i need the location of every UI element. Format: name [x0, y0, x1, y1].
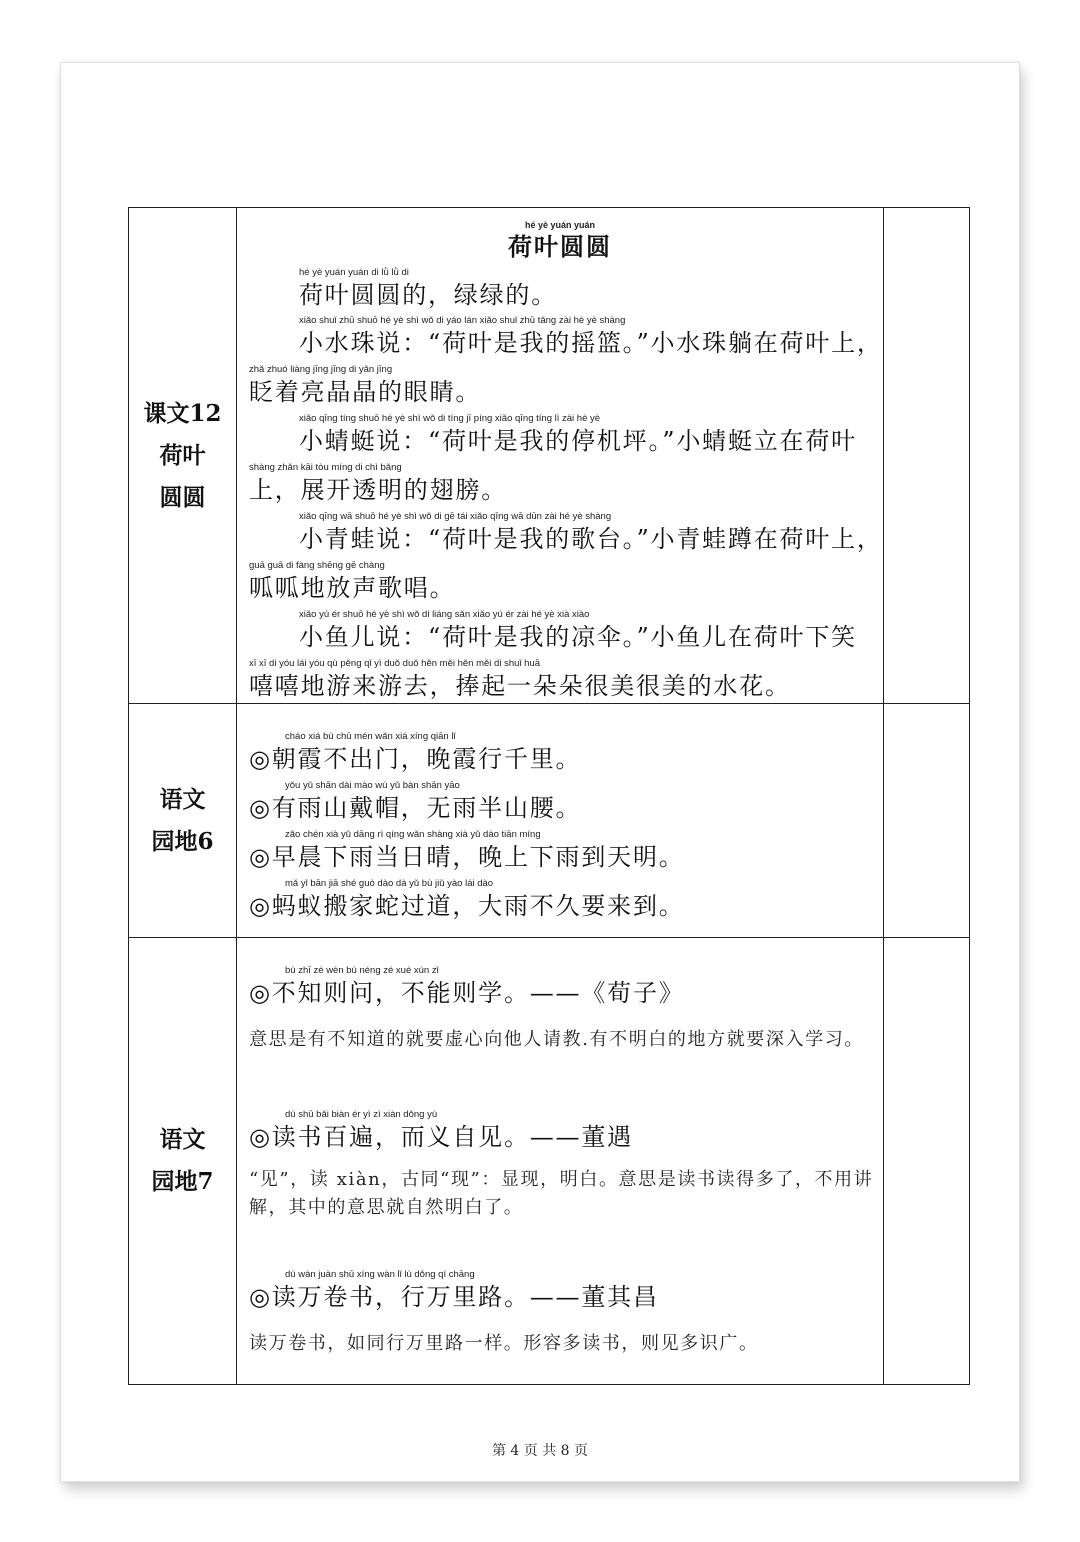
proverb-line	[249, 730, 875, 774]
table-row	[129, 208, 969, 704]
text-line	[249, 657, 875, 701]
row-label-cell	[129, 938, 237, 1384]
row-label: 语文 园地6	[151, 785, 214, 855]
line-pinyin: yǒu yǔ shān dài mào wú yǔ bàn shān yāo	[285, 780, 460, 791]
line-text: ◎读万卷书，行万里路。——董其昌	[249, 1283, 659, 1311]
line-text: 嘻嘻地游来游去，捧起一朵朵很美很美的水花。	[249, 672, 791, 700]
row-label: 课文12 荷叶 圆圆	[143, 399, 222, 511]
line-pinyin: shàng zhǎn kāi tòu míng di chì bǎng	[249, 462, 402, 473]
content-cell	[237, 208, 883, 703]
line-pinyin: cháo xiá bù chū mén wǎn xiá xíng qiān lǐ	[285, 731, 456, 742]
line-pinyin: xī xī di yóu lái yóu qù pěng qǐ yì duǒ duǒ hěn měi hěn měi di shuǐ huā	[249, 658, 540, 669]
table-row	[129, 938, 969, 1384]
row-label-cell	[129, 208, 237, 703]
line-pinyin: guā guā di fàng shēng gē chàng	[249, 560, 385, 571]
blank-cell	[883, 704, 969, 937]
text-line	[249, 559, 875, 603]
quote-line	[249, 1268, 875, 1312]
line-text: 小鱼儿说：“荷叶是我的凉伞。”小鱼儿在荷叶下笑	[299, 623, 857, 651]
line-text: 小青蛙说：“荷叶是我的歌台。”小青蛙蹲在荷叶上，	[299, 525, 883, 553]
line-text: 呱呱地放声歌唱。	[249, 574, 456, 602]
blank-cell	[883, 938, 969, 1384]
line-pinyin: dú wàn juàn shū xíng wàn lǐ lù dǒng qí chāng	[285, 1269, 475, 1280]
proverb-line	[249, 877, 875, 921]
line-text: 小水珠说：“荷叶是我的摇篮。”小水珠躺在荷叶上，	[299, 329, 883, 357]
quote-note: “见”，读 xiàn，古同“现”：显现，明白。意思是读书读得多了，不用讲解，其中的意思就自然明白了。	[249, 1169, 874, 1218]
text-line	[249, 314, 883, 358]
quote-line	[249, 1108, 875, 1152]
page-footer: 第 4 页 共 8 页	[491, 1443, 589, 1459]
line-text: ◎不知则问，不能则学。——《荀子》	[249, 979, 685, 1007]
row-label-cell	[129, 704, 237, 937]
title-pinyin: hé yè yuán yuán	[524, 220, 596, 230]
content-cell	[237, 938, 883, 1384]
line-text: 上，展开透明的翅膀。	[249, 476, 507, 504]
text-line	[249, 510, 883, 554]
line-pinyin: bù zhī zé wèn bù néng zé xué xún zǐ	[285, 965, 439, 976]
line-text: ◎朝霞不出门，晚霞行千里。	[249, 745, 582, 773]
line-text: ◎蚂蚁搬家蛇过道，大雨不久要来到。	[249, 892, 685, 920]
line-pinyin: dú shū bǎi biàn ér yì zì xiàn dǒng yù	[285, 1109, 438, 1120]
title-text: 荷叶圆圆	[508, 232, 612, 261]
text-line	[249, 608, 875, 652]
line-pinyin: xiǎo shuǐ zhū shuō hé yè shì wǒ di yáo lán xiǎo shuǐ zhū tǎng zài hé yè shàng	[299, 315, 626, 326]
line-text: 小蜻蜓说：“荷叶是我的停机坪。”小蜻蜓立在荷叶	[299, 427, 857, 455]
line-pinyin: zǎo chén xià yǔ dāng rì qíng wǎn shàng xià yǔ dào tiān míng	[285, 829, 541, 840]
lesson-table	[128, 207, 970, 1385]
quote-note: 读万卷书，如同行万里路一样。形容多读书，则见多识广。	[249, 1333, 759, 1354]
line-text: 眨着亮晶晶的眼睛。	[249, 378, 482, 406]
line-text: ◎早晨下雨当日晴，晚上下雨到天明。	[249, 843, 685, 871]
table-row	[129, 704, 969, 938]
quote-line	[249, 964, 875, 1008]
line-text: ◎读书百遍，而义自见。——董遇	[249, 1123, 633, 1151]
row-label: 语文 园地7	[151, 1126, 214, 1195]
proverb-line	[249, 779, 875, 823]
line-pinyin: xiǎo qīng wā shuō hé yè shì wǒ di gē tái xiǎo qīng wā dūn zài hé yè shàng	[299, 511, 612, 522]
line-pinyin: mǎ yǐ bān jiā shé guò dào dà yǔ bù jiǔ yào lái dào	[285, 878, 494, 889]
content-cell	[237, 704, 883, 937]
quote-note: 意思是有不知道的就要虚心向他人请教.有不明白的地方就要深入学习。	[249, 1029, 864, 1050]
line-text: 荷叶圆圆的，绿绿的。	[299, 281, 557, 309]
text-line	[249, 412, 875, 456]
blank-cell	[883, 208, 969, 703]
line-pinyin: zhǎ zhuó liàng jīng jīng di yǎn jīng	[249, 364, 393, 375]
text-line	[249, 266, 875, 310]
text-line	[249, 461, 875, 505]
poem-title	[237, 218, 883, 262]
proverb-line	[249, 828, 875, 872]
line-pinyin: hé yè yuán yuán di lǜ lǜ di	[299, 267, 409, 278]
line-text: ◎有雨山戴帽，无雨半山腰。	[249, 794, 582, 822]
line-pinyin: xiǎo yú ér shuō hé yè shì wǒ di liáng sǎn xiǎo yú ér zài hé yè xià xiào	[299, 609, 590, 620]
text-line	[249, 363, 875, 407]
line-pinyin: xiǎo qīng tíng shuō hé yè shì wǒ di tíng jī píng xiǎo qīng tíng lì zài hé yè	[299, 413, 601, 424]
